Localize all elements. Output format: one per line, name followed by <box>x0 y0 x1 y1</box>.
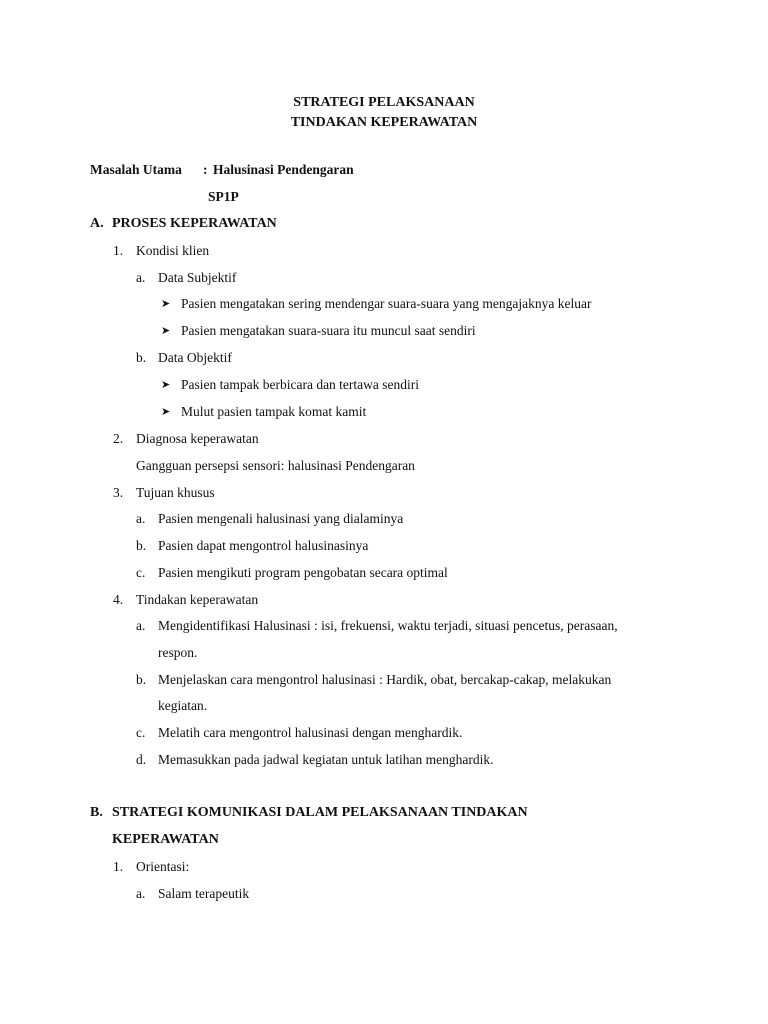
objective-bullet-2: Mulut pasien tampak komat kamit <box>181 404 367 419</box>
section-a-title: PROSES KEPERAWATAN <box>112 216 277 231</box>
masalah-label: Masalah Utama <box>90 162 182 177</box>
item-2-text: Gangguan persepsi sensori: halusinasi Pendengaran <box>136 458 415 473</box>
document-title-line-2: TINDAKAN KEPERAWATAN <box>290 115 478 130</box>
item-4-marker: 4. <box>113 592 124 607</box>
item-1a-label: Data Subjektif <box>158 270 237 285</box>
section-b-item-1-marker: 1. <box>113 859 124 874</box>
item-4c-marker: c. <box>136 725 146 740</box>
section-a-marker: A. <box>90 216 104 231</box>
item-3a-text: Pasien mengenali halusinasi yang dialaminya <box>158 511 404 526</box>
section-b-title-line-1: STRATEGI KOMUNIKASI DALAM PELAKSANAAN TINDAKAN <box>112 805 528 820</box>
item-3-marker: 3. <box>113 485 124 500</box>
item-3b-text: Pasien dapat mengontrol halusinasinya <box>158 538 369 553</box>
item-4d-marker: d. <box>136 752 147 767</box>
item-4d-text: Memasukkan pada jadwal kegiatan untuk latihan menghardik. <box>158 752 494 767</box>
item-4a-marker: a. <box>136 618 146 633</box>
section-b-item-1a-text: Salam terapeutik <box>158 886 250 901</box>
item-3b-marker: b. <box>136 538 147 553</box>
item-2-marker: 2. <box>113 431 124 446</box>
masalah-value: Halusinasi Pendengaran <box>213 162 354 177</box>
document-title-line-1: STRATEGI PELAKSANAAN <box>293 95 475 110</box>
item-2-label: Diagnosa keperawatan <box>136 431 259 446</box>
section-b-item-1a-marker: a. <box>136 886 146 901</box>
item-1a-marker: a. <box>136 270 146 285</box>
masalah-separator: : <box>203 162 208 177</box>
item-4b-marker: b. <box>136 672 147 687</box>
arrowhead-bullet-icon: ➤ <box>161 406 171 418</box>
item-4b-line-2: kegiatan. <box>158 698 208 713</box>
subjective-bullet-2: Pasien mengatakan suara-suara itu muncul saat sendiri <box>181 323 476 338</box>
item-4-label: Tindakan keperawatan <box>136 592 259 607</box>
subjective-bullet-1: Pasien mengatakan sering mendengar suara-suara yang mengajaknya keluar <box>181 296 592 311</box>
sp-code: SP1P <box>208 189 239 204</box>
item-4c-text: Melatih cara mengontrol halusinasi dengan menghardik. <box>158 725 463 740</box>
item-3c-text: Pasien mengikuti program pengobatan secara optimal <box>158 565 448 580</box>
arrowhead-bullet-icon: ➤ <box>161 325 171 337</box>
item-3-label: Tujuan khusus <box>136 485 215 500</box>
item-1-marker: 1. <box>113 243 124 258</box>
arrowhead-bullet-icon: ➤ <box>161 298 171 310</box>
item-1b-label: Data Objektif <box>158 350 232 365</box>
section-b-item-1-label: Orientasi: <box>136 859 190 874</box>
item-1-label: Kondisi klien <box>136 243 210 258</box>
section-b-marker: B. <box>90 805 103 820</box>
item-4a-line-1: Mengidentifikasi Halusinasi : isi, frekuensi, waktu terjadi, situasi pencetus, perasaan, <box>158 618 618 633</box>
item-4a-line-2: respon. <box>158 645 198 660</box>
item-3a-marker: a. <box>136 511 146 526</box>
objective-bullet-1: Pasien tampak berbicara dan tertawa sendiri <box>181 377 420 392</box>
arrowhead-bullet-icon: ➤ <box>161 379 171 391</box>
section-b-title-line-2: KEPERAWATAN <box>112 832 219 847</box>
item-4b-line-1: Menjelaskan cara mengontrol halusinasi : Hardik, obat, bercakap-cakap, melakukan <box>158 672 612 687</box>
item-1b-marker: b. <box>136 350 147 365</box>
item-3c-marker: c. <box>136 565 146 580</box>
